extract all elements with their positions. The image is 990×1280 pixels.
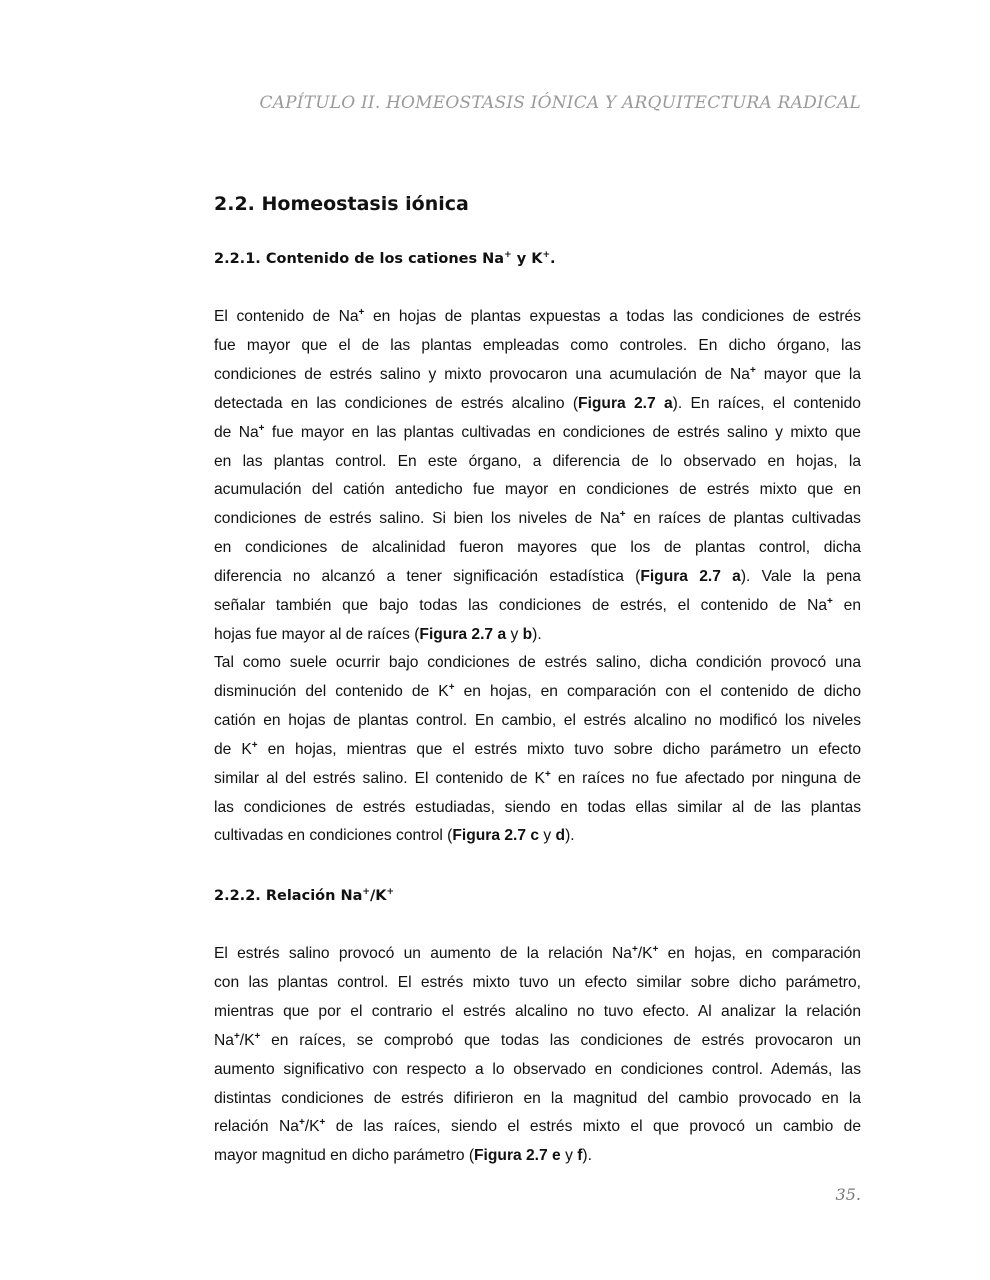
text-line: Tal como suele ocurrir bajo condiciones de estrés salino, dicha condición provocó una (214, 654, 861, 671)
text-line: señalar también que bajo todas las condiciones de estrés, el contenido de Na+ en (214, 595, 861, 615)
text-line: de K+ en hojas, mientras que el estrés mixto tuvo sobre dicho parámetro un efecto (214, 739, 861, 758)
text-line: mientras que por el contrario el estrés alcalino no tuvo efecto. Al analizar la relación (214, 1002, 861, 1020)
text-line: fue mayor que el de las plantas empleadas como controles. En dicho órgano, las (214, 336, 861, 354)
paragraph-na-k-ratio (214, 940, 861, 1171)
text-line: las condiciones de estrés estudiadas, siendo en todas ellas similar al de las plantas (214, 798, 861, 816)
paragraph-k-content (214, 649, 861, 851)
section-title: 2.2. Homeostasis iónica (214, 193, 469, 215)
text-line: en las plantas control. En este órgano, a diferencia de lo observado en hojas, la (214, 452, 861, 470)
text-line: El estrés salino provocó un aumento de la relación Na+/K+ en hojas, en comparación (214, 943, 861, 962)
text-line: condiciones de estrés salino y mixto provocaron una acumulación de Na+ mayor que la (214, 364, 861, 383)
figure-ref: Figura 2.7 (578, 394, 656, 412)
text-line: cultivadas en condiciones control (Figura 2.7 c y d). (214, 827, 575, 845)
text-line: hojas fue mayor al de raíces (Figura 2.7 a y b). (214, 625, 542, 643)
text-line: detectada en las condiciones de estrés alcalino (Figura 2.7 a). En raíces, el contenido (214, 394, 861, 412)
paragraph-na-content (214, 303, 861, 650)
text-line: acumulación del catión antedicho fue mayor en condiciones de estrés mixto que en (214, 481, 861, 499)
text-line: condiciones de estrés salino. Si bien los niveles de Na+ en raíces de plantas cultivadas (214, 509, 861, 528)
text-line: aumento significativo con respecto a lo observado en condiciones control. Además, las (214, 1060, 861, 1078)
text-line: mayor magnitud en dicho parámetro (Figura 2.7 e y f). (214, 1147, 592, 1165)
text-line: catión en hojas de plantas control. En cambio, el estrés alcalino no modificó los niveles (214, 711, 861, 729)
page-number: 35. (835, 1185, 861, 1204)
text-line: con las plantas control. El estrés mixto tuvo un efecto similar sobre dicho parámetro, (214, 973, 861, 991)
text-line: diferencia no alcanzó a tener significación estadística (Figura 2.7 a). Vale la pena (214, 568, 861, 586)
text-line: Na+/K+ en raíces, se comprobó que todas las condiciones de estrés provocaron un (214, 1030, 861, 1049)
text-line: disminución del contenido de K+ en hojas, en comparación con el contenido de dicho (214, 681, 861, 700)
text-line: en condiciones de alcalinidad fueron mayores que los de plantas control, dicha (214, 539, 861, 557)
running-header: CAPÍTULO II. HOMEOSTASIS IÓNICA Y ARQUITECTURA RADICAL (259, 93, 861, 113)
text-line: de Na+ fue mayor en las plantas cultivadas en condiciones de estrés salino y mixto que (214, 422, 861, 441)
subsection-title-cations: 2.2.1. Contenido de los cationes Na+ y K+. (214, 250, 556, 267)
text-line: distintas condiciones de estrés difirieron en la magnitud del cambio provocado en la (214, 1089, 861, 1107)
figure-ref: Figura 2.7 (640, 568, 721, 586)
figure-ref: Figura 2.7 (452, 827, 527, 845)
text-line: El contenido de Na+ en hojas de plantas expuestas a todas las condiciones de estrés (214, 306, 861, 325)
subsection-title-ratio: 2.2.2. Relación Na+/K+ (214, 887, 395, 904)
figure-ref: Figura 2.7 (419, 625, 494, 643)
figure-ref: Figura 2.7 (474, 1147, 548, 1165)
text-line: similar al del estrés salino. El contenido de K+ en raíces no fue afectado por ninguna de (214, 768, 862, 787)
text-line: relación Na+/K+ de las raíces, siendo el estrés mixto el que provocó un cambio de (214, 1117, 862, 1136)
